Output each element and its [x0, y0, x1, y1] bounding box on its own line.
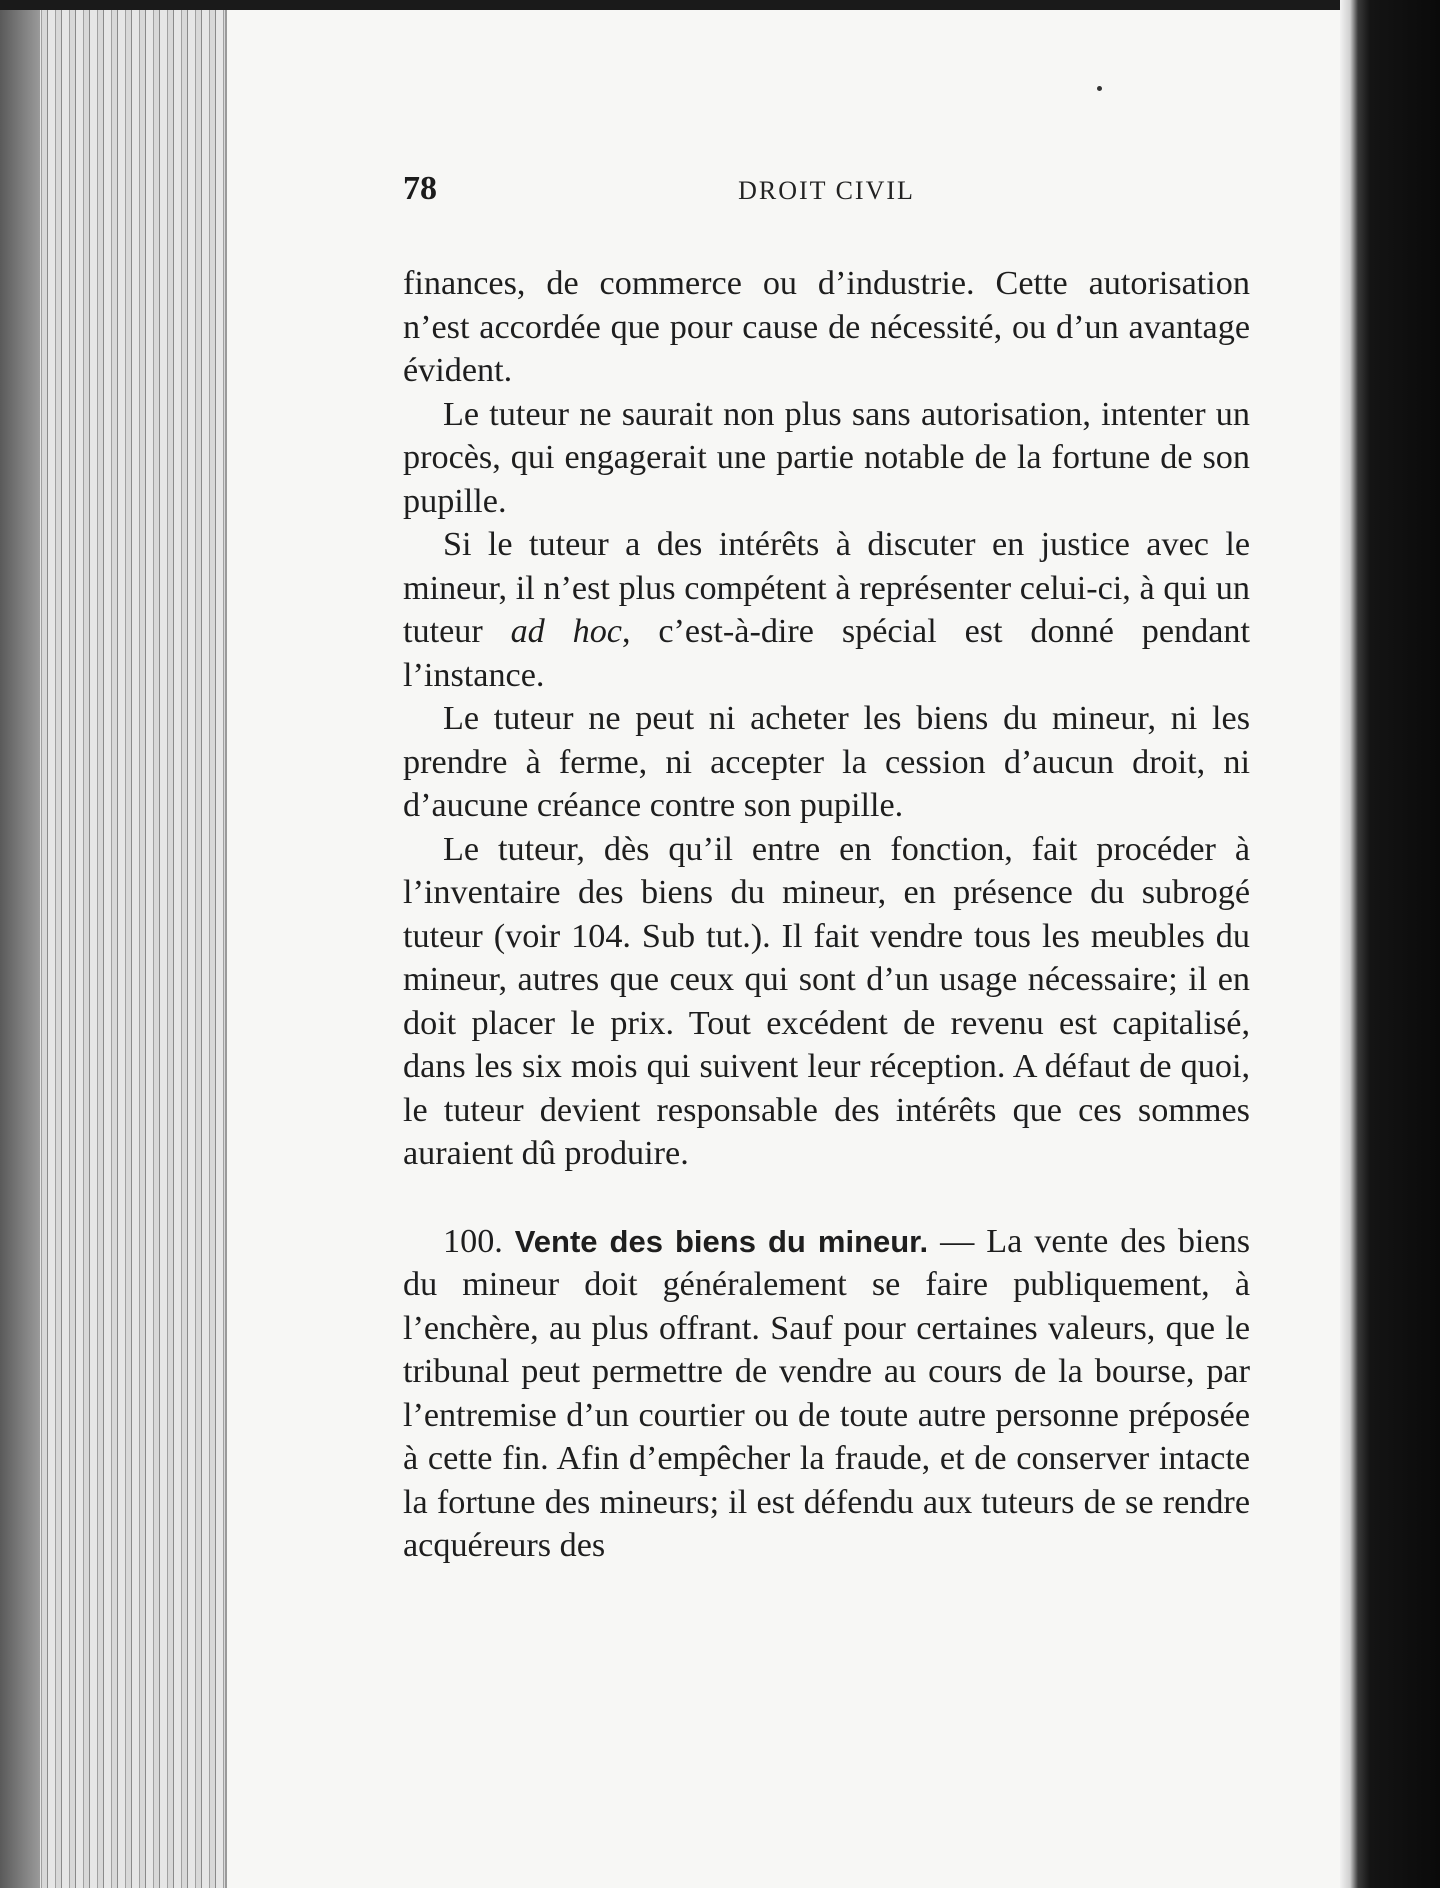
- page-header: [403, 170, 1250, 220]
- section-text: — La vente des biens du mineur doit généralement se faire publiquement, à l’enchère, au plus offrant. Sauf pour certaines valeurs, que le tribunal peut permettre de vendre au cours de la bourse, par l’entremise d’un courtier ou de toute autre personne préposée à cette fin. Afin d’empêcher la fraude, et de conserver intacte la fortune des mineurs; il est défendu aux tuteurs de se rendre acquéreurs des: [403, 1222, 1251, 1564]
- page-edges: [0, 0, 230, 1888]
- binding-shadow: [1340, 0, 1440, 1888]
- paragraph-4: Le tuteur ne peut ni acheter les biens du mineur, ni les prendre à ferme, ni accepter la cession d’aucun droit, ni d’aucune créance contre son pupille.: [403, 700, 1250, 824]
- speck: [1097, 86, 1102, 91]
- paragraph-1: finances, de commerce ou d’industrie. Cette autorisation n’est accordée que pour cause de nécessité, ou d’un avantage évident.: [403, 265, 1250, 389]
- top-border: [0, 0, 1440, 10]
- section-number: 100.: [443, 1222, 503, 1260]
- section-100: [403, 1220, 1250, 1568]
- paragraph-3: [403, 523, 1250, 697]
- page-number: 78: [403, 170, 437, 207]
- latin-term: ad hoc: [510, 613, 622, 650]
- body-text: [403, 262, 1250, 1568]
- section-title: Vente des biens du mineur.: [514, 1223, 929, 1259]
- paragraph-3-text-b: , c’est-à-dire spécial est donné pendant l’instance.: [403, 613, 1250, 694]
- paragraph-5: Le tuteur, dès qu’il entre en fonction, fait procéder à l’inventaire des biens du mineur, en présence du subrogé tuteur (voir 104. Sub tut.). Il fait vendre tous les meubles du mineur, autres que ceux qui sont d’un usage nécessaire; il en doit placer le prix. Tout excédent de revenu est capitalisé, dans les six mois qui suivent leur réception. A défaut de quoi, le tuteur devient responsable des intérêts que ces sommes auraient dû produire.: [403, 830, 1250, 1172]
- running-head: DROIT CIVIL: [738, 176, 915, 205]
- paragraph-2: Le tuteur ne saurait non plus sans autorisation, intenter un procès, qui engagerait une partie notable de la fortune de son pupille.: [403, 395, 1250, 520]
- paragraph-3-text-a: Si le tuteur a des intérêts à discuter en justice avec le mineur, il n’est plus compétent à représenter celui-ci, à qui un tuteur: [403, 526, 1250, 650]
